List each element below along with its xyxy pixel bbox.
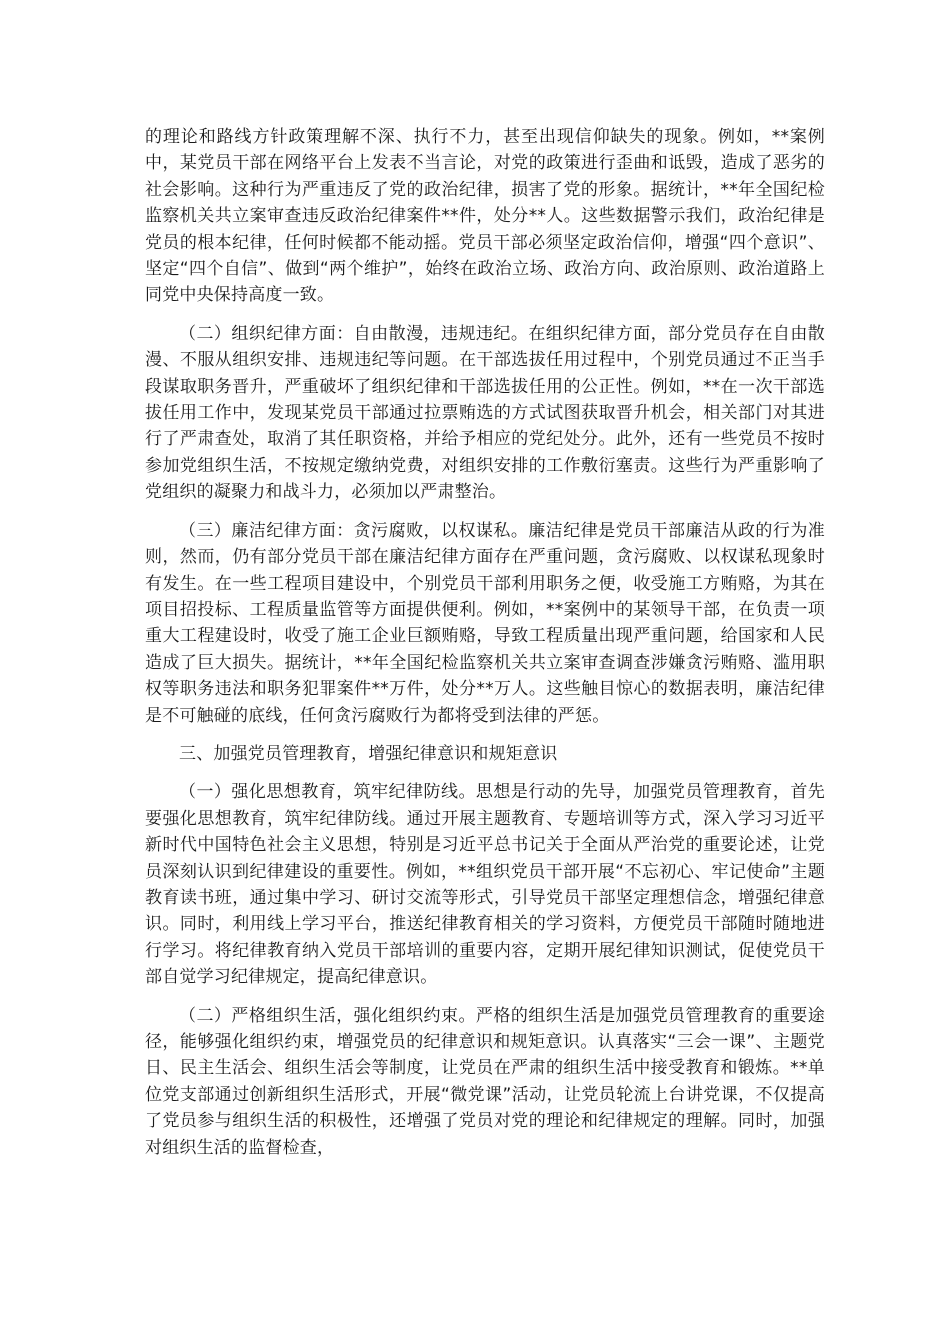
section-heading-three: 三、加强党员管理教育，增强纪律意识和规矩意识 — [179, 743, 558, 764]
paragraph-organizational-discipline: （二）组织纪律方面：自由散漫，违规违纪。在组织纪律方面，部分党员存在自由散漫、不服从组织安排、违规违纪等问题。在干部选拔任用过程中，个别党员通过不正当手段谋取职务晋升，严重破坏了组织纪律和干部选拔任用的公正性。例如，**在一次干部选拔任用工作中，发现某党员干部通过拉票贿选的方式试图获取晋升机会，相关部门对其进行了严肃查处，取消了其任职资格，并给予相应的党纪处分。此外，还有一些党员不按时参加党组织生活，不按规定缴纳党费，对组织安排的工作敷衍塞责。这些行为严重影响了党组织的凝聚力和战斗力，必须加以严肃整治。 — [145, 323, 825, 503]
paragraph-integrity-discipline: （三）廉洁纪律方面：贪污腐败，以权谋私。廉洁纪律是党员干部廉洁从政的行为准则，然而，仍有部分党员干部在廉洁纪律方面存在严重问题，贪污腐败、以权谋私现象时有发生。在一些工程项目建设中，个别党员干部利用职务之便，收受施工方贿赂，为其在项目招投标、工程质量监管等方面提供便利。例如，**案例中的某领导干部，在负责一项重大工程建设时，收受了施工企业巨额贿赂，导致工程质量出现严重问题，给国家和人民造成了巨大损失。据统计，**年全国纪检监察机关共立案审查调查涉嫌贪污贿赂、滥用职权等职务违法和职务犯罪案件**万件，处分**万人。这些触目惊心的数据表明，廉洁纪律是不可触碰的底线，任何贪污腐败行为都将受到法律的严惩。 — [145, 520, 825, 726]
paragraph-political-discipline: 的理论和路线方针政策理解不深、执行不力，甚至出现信仰缺失的现象。例如，**案例中，某党员干部在网络平台上发表不当言论，对党的政策进行歪曲和诋毁，造成了恶劣的社会影响。这种行为严重违反了党的政治纪律，损害了党的形象。据统计，**年全国纪检监察机关共立案审查违反政治纪律案件**件，处分**人。这些数据警示我们，政治纪律是党员的根本纪律，任何时候都不能动摇。党员干部必须坚定政治信仰，增强“四个意识”、坚定“四个自信”、做到“两个维护”，始终在政治立场、政治方向、政治原则、政治道路上同党中央保持高度一致。 — [145, 127, 825, 306]
paragraph-organizational-life: （二）严格组织生活，强化组织约束。严格的组织生活是加强党员管理教育的重要途径，能够强化组织约束，增强党员的纪律意识和规矩意识。认真落实“三会一课”、主题党日、民主生活会、组织生活会等制度，让党员在严肃的组织生活中接受教育和锻炼。**单位党支部通过创新组织生活形式，开展“微党课”活动，让党员轮流上台讲党课，不仅提高了党员参与组织生活的积极性，还增强了党员对党的理论和纪律规定的理解。同时，加强对组织生活的监督检查， — [145, 1005, 825, 1158]
document-page — [145, 124, 825, 1173]
paragraph-ideological-education: （一）强化思想教育，筑牢纪律防线。思想是行动的先导，加强党员管理教育，首先要强化思想教育，筑牢纪律防线。通过开展主题教育、专题培训等方式，深入学习习近平新时代中国特色社会主义思想，特别是习近平总书记关于全面从严治党的重要论述，让党员深刻认识到纪律建设的重要性。例如，**组织党员干部开展“不忘初心、牢记使命”主题教育读书班，通过集中学习、研讨交流等形式，引导党员干部坚定理想信念，增强纪律意识。同时，利用线上学习平台，推送纪律教育相关的学习资料，方便党员干部随时随地进行学习。将纪律教育纳入党员干部培训的重要内容，定期开展纪律知识测试，促使党员干部自觉学习纪律规定，提高纪律意识。 — [145, 782, 825, 988]
